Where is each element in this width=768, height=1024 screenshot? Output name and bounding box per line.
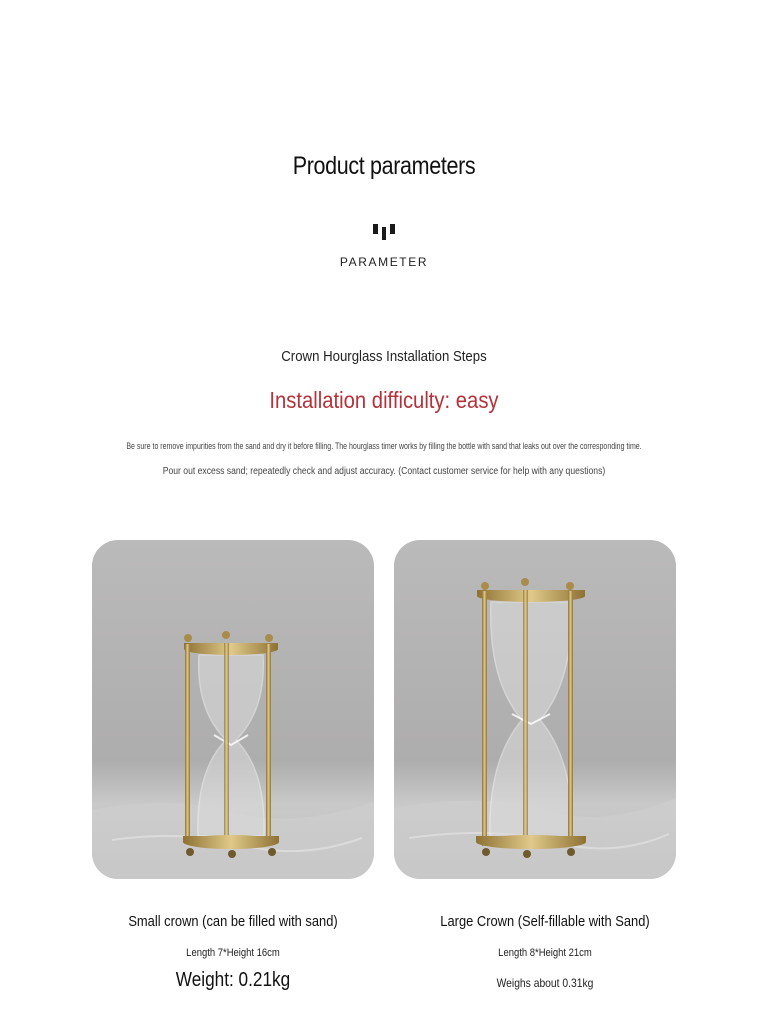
- parameter-bars-icon: [372, 223, 396, 241]
- installation-note-2: Pour out excess sand; repeatedly check and adjust accuracy. (Contact customer service for help with any questions): [162, 466, 606, 477]
- large-crown-dimensions: Length 8*Height 21cm: [498, 947, 592, 959]
- page-title: Product parameters: [292, 152, 476, 180]
- small-crown-name: Small crown (can be filled with sand): [128, 913, 338, 930]
- small-crown-weight: Weight: 0.21kg: [175, 969, 291, 991]
- large-crown-name: Large Crown (Self-fillable with Sand): [440, 913, 650, 930]
- large-crown-hourglass-image: [394, 540, 676, 879]
- small-crown-hourglass-image: [92, 540, 374, 879]
- installation-note-1: Be sure to remove impurities from the sand and dry it before filling. The hourglass timer works by filling the bottle with sand that leaks out over the corresponding time.: [126, 441, 642, 451]
- parameter-label: PARAMETER: [339, 255, 429, 269]
- large-crown-weight: Weighs about 0.31kg: [496, 976, 594, 990]
- small-crown-dimensions: Length 7*Height 16cm: [186, 947, 280, 959]
- installation-difficulty: Installation difficulty: easy: [269, 387, 499, 413]
- installation-subtitle: Crown Hourglass Installation Steps: [281, 348, 487, 365]
